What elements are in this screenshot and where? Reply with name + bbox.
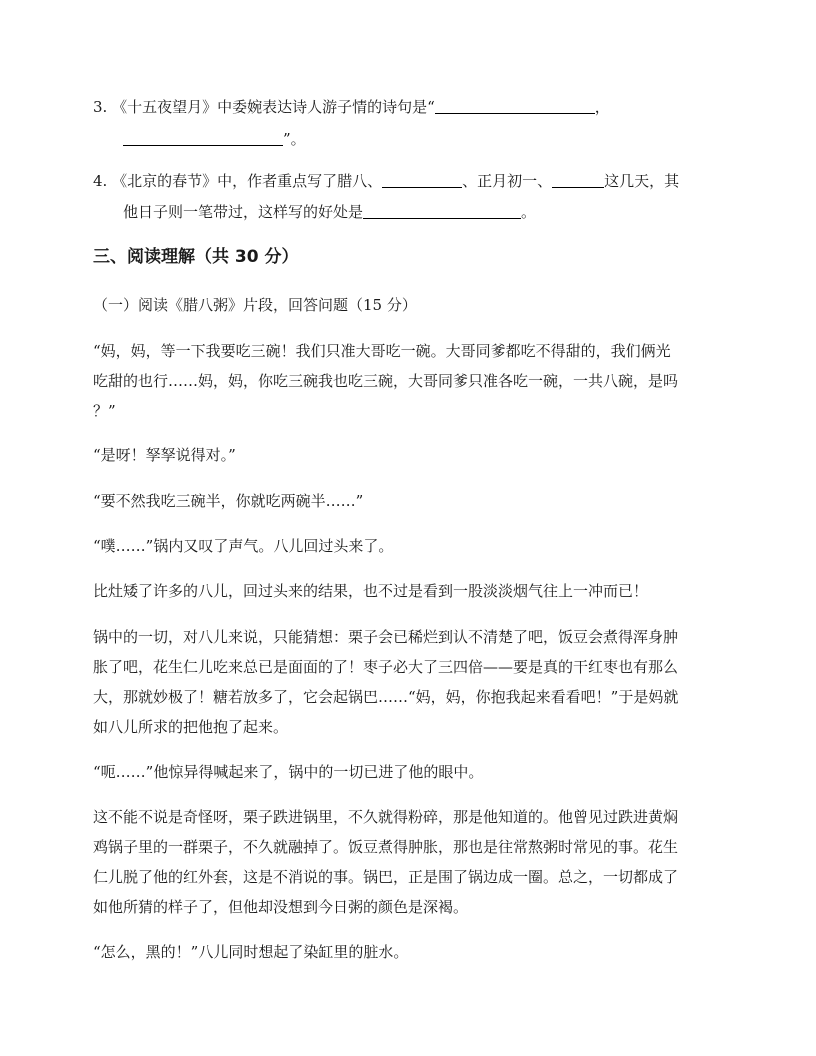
passage-line: 鸡锅子里的一群栗子，不久就融掉了。饭豆煮得肿胀，那也是往常熬粥时常见的事。花生: [93, 838, 679, 856]
question-3-end: ”。: [283, 130, 306, 148]
passage-line: ？”: [93, 402, 116, 420]
passage-line: 如八儿所求的把他抱了起来。: [93, 718, 289, 736]
passage-line: 锅中的一切，对八儿来说，只能猜想：栗子会已稀烂到认不清楚了吧，饭豆会煮得浑身肿: [93, 628, 679, 646]
passage-line: “怎么，黑的！”八儿同时想起了染缸里的脏水。: [93, 943, 409, 961]
question-4-number: 4.: [93, 172, 108, 190]
answer-blank[interactable]: [435, 98, 595, 114]
question-3-text: 《十五夜望月》中委婉表达诗人游子情的诗句是“: [112, 98, 435, 116]
passage-line: “是呀！孥孥说得对。”: [93, 446, 236, 464]
question-4-text-c: 这几天，其: [604, 172, 680, 190]
passage-line: 仁儿脱了他的红外套，这是不消说的事。锅巴，正是围了锅边成一圈。总之，一切都成了: [93, 868, 679, 886]
passage-line: “噗……”锅内又叹了声气。八儿回过头来了。: [93, 537, 394, 555]
passage-line: 大，那就妙极了！糖若放多了，它会起锅巴……“妈，妈，你抱我起来看看吧！”于是妈就: [93, 688, 679, 706]
question-4-text-line2: 他日子则一笔带过，这样写的好处是: [123, 203, 364, 221]
section-heading: 三、阅读理解（共 30 分）: [93, 247, 299, 267]
question-4-line-2: [123, 201, 536, 223]
question-3-line-1: [93, 96, 610, 118]
answer-blank[interactable]: [123, 130, 283, 146]
passage-line: 胀了吧，花生仁儿吃来总已是面面的了！枣子必大了三四倍——要是真的干红枣也有那么: [93, 658, 679, 676]
passage-line: “要不然我吃三碗半，你就吃两碗半……”: [93, 492, 364, 510]
question-4-text-a: 《北京的春节》中，作者重点写了腊八、: [112, 172, 383, 190]
question-3-line-2: [123, 128, 306, 150]
passage-line: 吃甜的也行……妈，妈，你吃三碗我也吃三碗，大哥同爹只准各吃一碗，一共八碗，是吗: [93, 372, 679, 390]
sub-section-heading: （一）阅读《腊八粥》片段，回答问题（15 分）: [93, 296, 417, 314]
question-4-end: 。: [521, 203, 537, 221]
passage-line: 比灶矮了许多的八儿，回过头来的结果，也不过是看到一股淡淡烟气往上一冲而已！: [93, 582, 649, 600]
answer-blank[interactable]: [363, 203, 521, 219]
answer-blank[interactable]: [382, 172, 462, 188]
passage-line: “呃……”他惊异得喊起来了，锅中的一切已进了他的眼中。: [93, 763, 484, 781]
passage-line: “妈，妈，等一下我要吃三碗！我们只准大哥吃一碗。大哥同爹都吃不得甜的，我们俩光: [93, 342, 671, 360]
question-3-separator: ，: [594, 98, 610, 116]
question-4-text-b: 、正月初一、: [462, 172, 553, 190]
passage-line: 这不能不说是奇怪呀，栗子跌进锅里，不久就得粉碎，那是他知道的。他曾见过跌进黄焖: [93, 808, 679, 826]
answer-blank[interactable]: [552, 172, 604, 188]
question-3-number: 3.: [93, 98, 108, 116]
passage-line: 如他所猜的样子了，但他却没想到今日粥的颜色是深褐。: [93, 898, 469, 916]
question-4-line-1: [93, 170, 679, 192]
